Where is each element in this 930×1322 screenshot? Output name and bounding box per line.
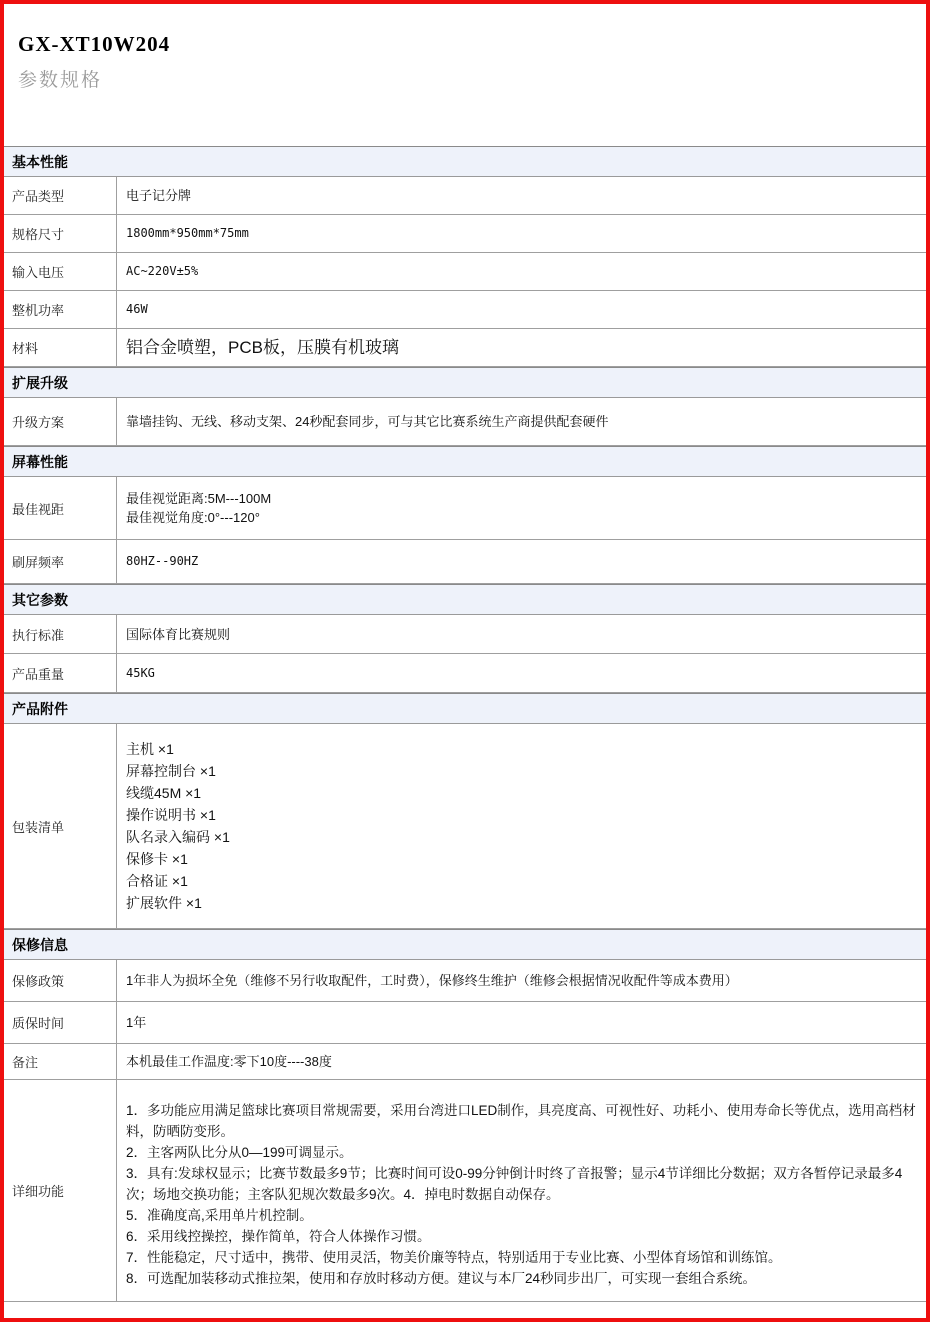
row-value: 电子记分牌 <box>126 188 192 203</box>
row-value: 80HZ--90HZ <box>126 554 199 568</box>
packing-item: 屏幕控制台 ×1 <box>126 763 216 779</box>
function-item: 2．主客两队比分从0—199可调显示。 <box>126 1145 353 1160</box>
row-value: 铝合金喷塑，PCB板，压膜有机玻璃 <box>126 338 399 357</box>
row-label: 最佳视距 <box>4 477 117 539</box>
row-label: 刷屏频率 <box>4 540 117 583</box>
function-item: 6．采用线控操控，操作简单，符合人体操作习惯。 <box>126 1229 431 1244</box>
table-row-standard <box>4 615 926 654</box>
table-row-power <box>4 291 926 329</box>
packing-item: 操作说明书 ×1 <box>126 807 216 823</box>
row-value: 国际体育比赛规则 <box>126 626 231 642</box>
row-value <box>117 477 926 539</box>
row-label: 详细功能 <box>4 1080 117 1301</box>
table-row-product-type <box>4 177 926 215</box>
row-label: 备注 <box>4 1044 117 1079</box>
row-value: AC~220V±5% <box>126 264 199 278</box>
section-header-other-parameters: 其它参数 <box>4 584 926 615</box>
function-item: 8．可选配加装移动式推拉架，使用和存放时移动方便。建议与本厂24秒同步出厂，可实现一套组合系统。 <box>126 1271 757 1286</box>
packing-item: 线缆45M ×1 <box>126 785 202 801</box>
row-value: 1年 <box>126 1015 147 1030</box>
section-header-basic-performance: 基本性能 <box>4 146 926 177</box>
viewing-angle-line: 最佳视觉角度:0°---120° <box>126 510 260 525</box>
page-header <box>4 4 926 146</box>
packing-item: 队名录入编码 ×1 <box>126 829 230 845</box>
row-value: 45KG <box>126 665 155 680</box>
function-item: 5．准确度高,采用单片机控制。 <box>126 1208 313 1223</box>
section-header-screen-performance: 屏幕性能 <box>4 446 926 477</box>
row-label: 保修政策 <box>4 960 117 1001</box>
table-row-input-voltage <box>4 253 926 291</box>
function-item: 7．性能稳定，尺寸适中，携带、使用灵活，物美价廉等特点，特别适用于专业比赛、小型体育场馆和训练馆。 <box>126 1250 782 1265</box>
row-label: 规格尺寸 <box>4 215 117 252</box>
table-row-viewing-distance <box>4 477 926 540</box>
row-value <box>117 724 926 928</box>
section-header-product-accessories: 产品附件 <box>4 693 926 724</box>
row-label: 产品类型 <box>4 177 117 214</box>
function-item: 3．具有:发球权显示；比赛节数最多9节；比赛时间可设0-99分钟倒计时终了音报警；显示4节详细比分数据；双方各暂停记录最多4次；场地交换功能；主客队犯规次数最多9次。4．掉电时数据自动保存。 <box>126 1166 903 1202</box>
spec-table <box>4 146 926 1322</box>
table-row-material <box>4 329 926 367</box>
row-label: 升级方案 <box>4 398 117 445</box>
row-label: 材料 <box>4 329 117 366</box>
table-row-dimensions <box>4 215 926 253</box>
row-label: 包装清单 <box>4 724 117 928</box>
product-model-title: GX-XT10W204 <box>18 32 171 56</box>
function-item: 1．多功能应用满足篮球比赛项目常规需要，采用台湾进口LED制作，具亮度高、可视性好、功耗小、使用寿命长等优点，选用高档材料，防晒防变形。 <box>126 1103 916 1139</box>
row-value: 本机最佳工作温度:零下10度----38度 <box>126 1054 332 1069</box>
row-value: 46W <box>126 302 148 316</box>
row-label: 产品重量 <box>4 654 117 692</box>
section-header-warranty-info: 保修信息 <box>4 929 926 960</box>
row-value <box>117 1080 926 1301</box>
table-row-refresh-rate <box>4 540 926 584</box>
table-row-detailed-functions <box>4 1080 926 1302</box>
row-label: 执行标准 <box>4 615 117 653</box>
row-value: 1800mm*950mm*75mm <box>126 226 249 240</box>
table-row-packing-list <box>4 724 926 929</box>
footer-empty-row <box>4 1302 926 1322</box>
packing-item: 主机 ×1 <box>126 741 174 757</box>
table-row-upgrade-plan <box>4 398 926 446</box>
packing-item: 保修卡 ×1 <box>126 851 188 867</box>
packing-item: 扩展软件 ×1 <box>126 895 202 911</box>
viewing-distance-line: 最佳视觉距离:5M---100M <box>126 491 272 506</box>
row-label: 质保时间 <box>4 1002 117 1043</box>
section-header-expansion-upgrade: 扩展升级 <box>4 367 926 398</box>
table-row-weight <box>4 654 926 693</box>
page-subtitle: 参数规格 <box>18 70 103 91</box>
table-row-warranty-period <box>4 1002 926 1044</box>
packing-item: 合格证 ×1 <box>126 873 188 889</box>
row-value: 靠墙挂钩、无线、移动支架、24秒配套同步，可与其它比赛系统生产商提供配套硬件 <box>126 414 609 429</box>
table-row-remarks <box>4 1044 926 1080</box>
row-label: 整机功率 <box>4 291 117 328</box>
row-value: 1年非人为损坏全免（维修不另行收取配件，工时费），保修终生维护（维修会根据情况收配件等成本费用） <box>126 973 738 988</box>
row-label: 输入电压 <box>4 253 117 290</box>
table-row-warranty-policy <box>4 960 926 1002</box>
